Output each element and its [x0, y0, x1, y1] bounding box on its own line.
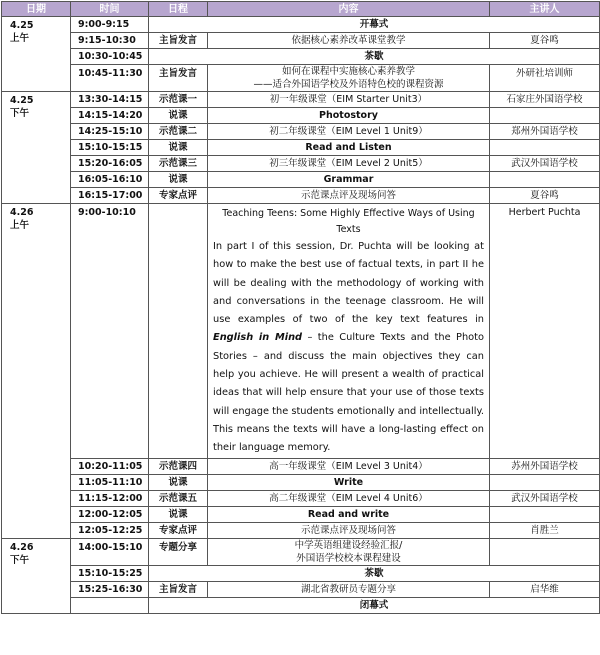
time-cell: 15:10-15:15 — [71, 140, 149, 156]
speaker-cell: 石家庄外国语学校 — [490, 92, 600, 108]
content-cell: 初二年级课堂（EIM Level 1 Unit9） — [208, 124, 490, 140]
date-label: 4.25 — [10, 20, 34, 31]
type-cell: 示范课三 — [149, 156, 208, 172]
date-cell — [2, 204, 71, 539]
content-cell: 依据核心素养改革课堂教学 — [208, 33, 490, 49]
table-row — [2, 565, 600, 581]
type-cell: 示范课四 — [149, 458, 208, 474]
speaker-cell — [490, 538, 600, 565]
header-row — [2, 2, 600, 17]
table-row — [2, 204, 600, 459]
type-cell: 示范课五 — [149, 490, 208, 506]
type-cell: 主旨发言 — [149, 65, 208, 92]
time-cell: 11:15-12:00 — [71, 490, 149, 506]
time-cell: 10:30-10:45 — [71, 49, 149, 65]
speaker-cell: 武汉外国语学校 — [490, 156, 600, 172]
speaker-cell — [490, 108, 600, 124]
content-cell: 示范课点评及现场问答 — [208, 522, 490, 538]
table-row — [2, 188, 600, 204]
content-cell: Read and write — [208, 506, 490, 522]
table-row — [2, 49, 600, 65]
speaker-cell: 苏州外国语学校 — [490, 458, 600, 474]
time-cell: 15:10-15:25 — [71, 565, 149, 581]
table-row — [2, 474, 600, 490]
date-cell — [2, 538, 71, 613]
content-cell: 开幕式 — [149, 17, 600, 33]
period-label: 上午 — [10, 33, 30, 44]
table-row — [2, 490, 600, 506]
type-cell: 说课 — [149, 140, 208, 156]
type-cell: 主旨发言 — [149, 581, 208, 597]
abstract-part: – the Culture Texts and the Photo Stories – and discuss the main objectives they can help you achieve. He will present a wealth of practical ideas that will help ensure that your use of those texts will engage the students emotionally and intellectually. This means the texts will have a long-lasting effect on their language memory. — [213, 332, 484, 454]
content-cell — [208, 538, 490, 565]
table-row — [2, 458, 600, 474]
time-cell: 9:00-9:15 — [71, 17, 149, 33]
time-cell — [71, 597, 149, 613]
time-cell: 14:25-15:10 — [71, 124, 149, 140]
content-cell: 湖北省教研员专题分享 — [208, 581, 490, 597]
speaker-cell: 武汉外国语学校 — [490, 490, 600, 506]
type-cell: 说课 — [149, 172, 208, 188]
content-line: 外国语学校校本课程建设 — [296, 552, 401, 564]
time-cell: 15:25-16:30 — [71, 581, 149, 597]
content-cell: Grammar — [208, 172, 490, 188]
type-cell: 说课 — [149, 506, 208, 522]
speaker-cell — [490, 506, 600, 522]
type-cell: 说课 — [149, 108, 208, 124]
table-row — [2, 506, 600, 522]
speaker-cell — [490, 474, 600, 490]
header-date: 日期 — [2, 2, 71, 17]
time-cell: 10:45-11:30 — [71, 65, 149, 92]
period-label: 上午 — [10, 220, 30, 231]
content-cell — [208, 65, 490, 92]
table-row — [2, 17, 600, 33]
time-cell: 16:15-17:00 — [71, 188, 149, 204]
period-label: 下午 — [10, 554, 30, 566]
time-cell: 9:00-10:10 — [71, 204, 149, 459]
header-content: 内容 — [208, 2, 490, 17]
content-cell: 示范课点评及现场问答 — [208, 188, 490, 204]
header-type: 日程 — [149, 2, 208, 17]
session-description-cell — [208, 204, 490, 459]
content-cell: Write — [208, 474, 490, 490]
table-row — [2, 172, 600, 188]
date-label: 4.26 — [10, 541, 34, 553]
abstract-part: In part I of this session, Dr. Puchta will be looking at how to make the best use of factual texts, in part II he will be dealing with the methodology of working with and conversations in the teenage classroom. He will use examples of two of the key text features in — [213, 241, 484, 326]
content-cell: Photostory — [208, 108, 490, 124]
type-cell: 专家点评 — [149, 188, 208, 204]
content-cell: 茶歇 — [149, 49, 600, 65]
time-cell: 12:05-12:25 — [71, 522, 149, 538]
table-row — [2, 538, 600, 565]
time-cell: 11:05-11:10 — [71, 474, 149, 490]
speaker-cell: 启华维 — [490, 581, 600, 597]
speaker-cell: 外研社培训师 — [490, 65, 600, 92]
period-label: 下午 — [10, 108, 30, 119]
type-cell: 专家点评 — [149, 522, 208, 538]
date-cell — [2, 92, 71, 204]
table-row — [2, 522, 600, 538]
table-row — [2, 108, 600, 124]
type-cell: 示范课二 — [149, 124, 208, 140]
speaker-cell: Herbert Puchta — [490, 204, 600, 459]
speaker-cell: 夏谷鸣 — [490, 33, 600, 49]
time-cell: 10:20-11:05 — [71, 458, 149, 474]
type-cell — [149, 204, 208, 459]
speaker-cell — [490, 140, 600, 156]
table-row — [2, 124, 600, 140]
time-cell: 16:05-16:10 — [71, 172, 149, 188]
content-cell: 初三年级课堂（EIM Level 2 Unit5） — [208, 156, 490, 172]
type-cell: 主旨发言 — [149, 33, 208, 49]
content-cell: Read and Listen — [208, 140, 490, 156]
time-cell: 14:00-15:10 — [71, 538, 149, 565]
speaker-cell: 肖胜兰 — [490, 522, 600, 538]
content-cell: 高一年级课堂（EIM Level 3 Unit4） — [208, 458, 490, 474]
table-row — [2, 92, 600, 108]
header-speaker: 主讲人 — [490, 2, 600, 17]
schedule-table — [1, 1, 600, 614]
content-cell: 茶歇 — [149, 565, 600, 581]
time-cell: 12:00-12:05 — [71, 506, 149, 522]
table-row — [2, 597, 600, 613]
time-cell: 14:15-14:20 — [71, 108, 149, 124]
content-line: 中学英语组建设经验汇报/ — [294, 539, 403, 551]
time-cell: 9:15-10:30 — [71, 33, 149, 49]
type-cell: 说课 — [149, 474, 208, 490]
table-row — [2, 33, 600, 49]
content-line: ——适合外国语学校及外语特色校的课程资源 — [253, 79, 444, 90]
speaker-cell — [490, 172, 600, 188]
content-line: 如何在课程中实施核心素养教学 — [281, 66, 415, 77]
header-time: 时间 — [71, 2, 149, 17]
type-cell: 示范课一 — [149, 92, 208, 108]
table-row — [2, 65, 600, 92]
session-abstract — [213, 238, 484, 458]
date-label: 4.25 — [10, 95, 34, 106]
table-row — [2, 581, 600, 597]
date-label: 4.26 — [10, 207, 34, 218]
speaker-cell: 郑州外国语学校 — [490, 124, 600, 140]
session-title: Teaching Teens: Some Highly Effective Ways of Using Texts — [222, 208, 475, 235]
time-cell: 13:30-14:15 — [71, 92, 149, 108]
date-cell — [2, 17, 71, 92]
content-cell: 初一年级课堂（EIM Starter Unit3） — [208, 92, 490, 108]
book-title: English in Mind — [213, 332, 303, 344]
content-cell: 闭幕式 — [149, 597, 600, 613]
type-cell: 专题分享 — [149, 538, 208, 565]
time-cell: 15:20-16:05 — [71, 156, 149, 172]
table-row — [2, 140, 600, 156]
speaker-cell: 夏谷鸣 — [490, 188, 600, 204]
table-row — [2, 156, 600, 172]
content-cell: 高二年级课堂（EIM Level 4 Unit6） — [208, 490, 490, 506]
